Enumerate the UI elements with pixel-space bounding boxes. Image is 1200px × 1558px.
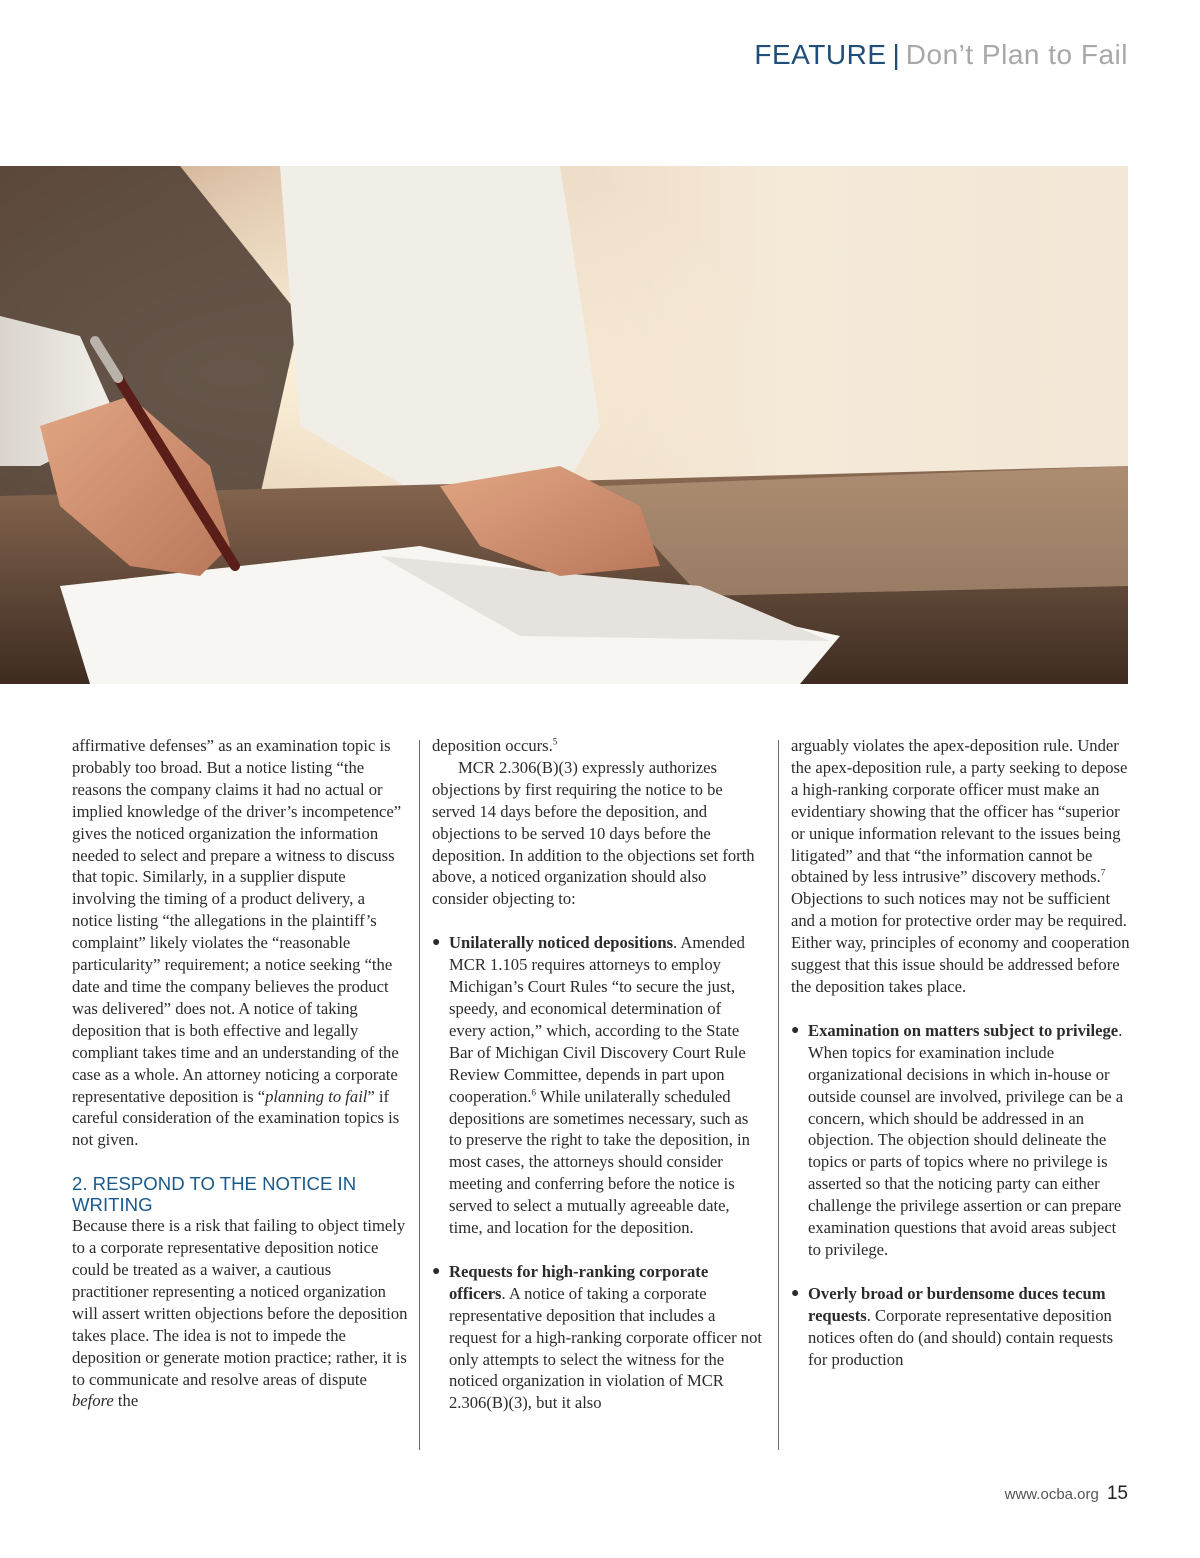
footnote-ref: 5 <box>552 736 558 747</box>
body-text: While unilaterally scheduled depositions are sometimes necessary, such as to preserve the right to take the deposition, in most cases, the attorneys should consider meeting and conferring before the notice is served to select a mutually agreeable date, time, and location for the deposition. <box>449 1086 750 1238</box>
bullet-title: Unilaterally noticed depositions <box>449 933 674 953</box>
bullet-icon: ● <box>791 1022 800 1038</box>
bullet-icon: ● <box>432 935 441 951</box>
photo-signing-document-icon <box>0 166 1128 684</box>
column-3 <box>791 735 1131 1370</box>
paragraph <box>432 735 762 757</box>
column-rule <box>419 740 420 1450</box>
bullet-icon: ● <box>791 1285 800 1301</box>
column-rule <box>778 740 779 1450</box>
bullet-title: Requests for high-ranking corporate officers <box>449 1261 709 1303</box>
bullet-icon: ● <box>432 1263 441 1279</box>
body-text: . Corporate representative deposition notices often do (and should) contain requests for production <box>808 1305 1114 1369</box>
column-1 <box>72 735 408 1412</box>
body-text: Objections to such notices may not be sufficient and a motion for protective order may be required. Either way, principles of economy and cooperation suggest that this issue should be addressed before the deposition takes place. <box>791 889 1130 996</box>
body-text: affirmative defenses” as an examination topic is probably too broad. But a notice listing “the reasons the company claims it had no actual or implied knowledge of the driver’s incompetence” gives the noticed organization the information needed to select and prepare a witness to discuss that topic. Similarly, in a supplier dispute involving the timing of a product delivery, a notice listing “the allegations in the plaintiff’s complaint” likely violates the “reasonable particularity” requirement; a notice seeking “the date and time the company believes the product was delivered” does not. A notice of taking deposition that is both effective and legally compliant takes time and an understanding of the case as a whole. An attorney noticing a corporate representative deposition is “ <box>72 736 402 1106</box>
body-text: . When topics for examination include organizational decisions in which in-house or outside counsel are involved, privilege can be a concern, which should be addressed in an objection. The objection should delineate the topics or parts of topics where no privilege is asserted so that the noticing party can either challenge the privilege assertion or can prepare examination questions that avoid areas subject to privilege. <box>808 1020 1124 1259</box>
section-heading: 2. RESPOND TO THE NOTICE IN WRITING <box>72 1173 357 1216</box>
italic-text: planning to fail <box>265 1086 368 1106</box>
list-item <box>432 932 762 1239</box>
italic-text: before <box>72 1391 114 1411</box>
paragraph: MCR 2.306(B)(3) expressly authorizes objections by first requiring the notice to be served 14 days before the deposition, and objections to be served 10 days before the deposition. In addition to the objections set forth above, a noticed organization should also consider objecting to: <box>432 757 755 909</box>
body-text: deposition occurs. <box>432 736 553 755</box>
section-label: FEATURE <box>754 39 887 70</box>
website-url[interactable]: www.ocba.org <box>1004 1486 1099 1503</box>
article-title: Don’t Plan to Fail <box>905 39 1128 70</box>
list-item <box>791 1283 1131 1371</box>
page-footer <box>1005 1483 1128 1505</box>
body-text: . A notice of taking a corporate representative deposition that includes a request for a high-ranking corporate officer not only attempts to select the witness for the noticed organization in violation of MCR 2.306(B)(3), but it also <box>449 1283 763 1413</box>
paragraph <box>72 735 408 1151</box>
header-separator: | <box>892 39 900 70</box>
bullet-title: Examination on matters subject to privilege <box>808 1020 1119 1040</box>
body-text: the <box>113 1391 139 1411</box>
list-item <box>791 1020 1131 1261</box>
body-text: ” if careful consideration of the examination topics is not given. <box>72 1086 400 1150</box>
footnote-ref: 7 <box>1100 867 1106 878</box>
list-item <box>432 1261 762 1414</box>
page-number: 15 <box>1106 1483 1128 1504</box>
running-header <box>754 36 1128 74</box>
footnote-ref: 6 <box>531 1087 536 1098</box>
paragraph <box>791 735 1131 998</box>
column-2 <box>432 735 762 1414</box>
bullet-title: Overly broad or burdensome duces tecum requests <box>808 1283 1106 1325</box>
body-text: Because there is a risk that failing to object timely to a corporate representative deposition notice could be treated as a waiver, a cautious practitioner representing a noticed organization will assert written objections before the deposition takes place. The idea is not to impede the deposition or generate motion practice; rather, it is to communicate and resolve areas of dispute <box>72 1216 408 1389</box>
feature-photo <box>0 166 1128 684</box>
body-text: arguably violates the apex-deposition rule. Under the apex-deposition rule, a party seeking to depose a high-ranking corporate officer must make an evidentiary showing that the officer has “superior or unique information relevant to the issues being litigated” and that “the information cannot be obtained by less intrusive” discovery methods. <box>791 736 1128 887</box>
paragraph <box>72 1215 408 1412</box>
body-text: . Amended MCR 1.105 requires attorneys to employ Michigan’s Court Rules “to secure the just, speedy, and economical determination of every action,” which, according to the State Bar of Michigan Civil Discovery Court Rule Review Committee, depends in part upon cooperation. <box>449 933 746 1106</box>
